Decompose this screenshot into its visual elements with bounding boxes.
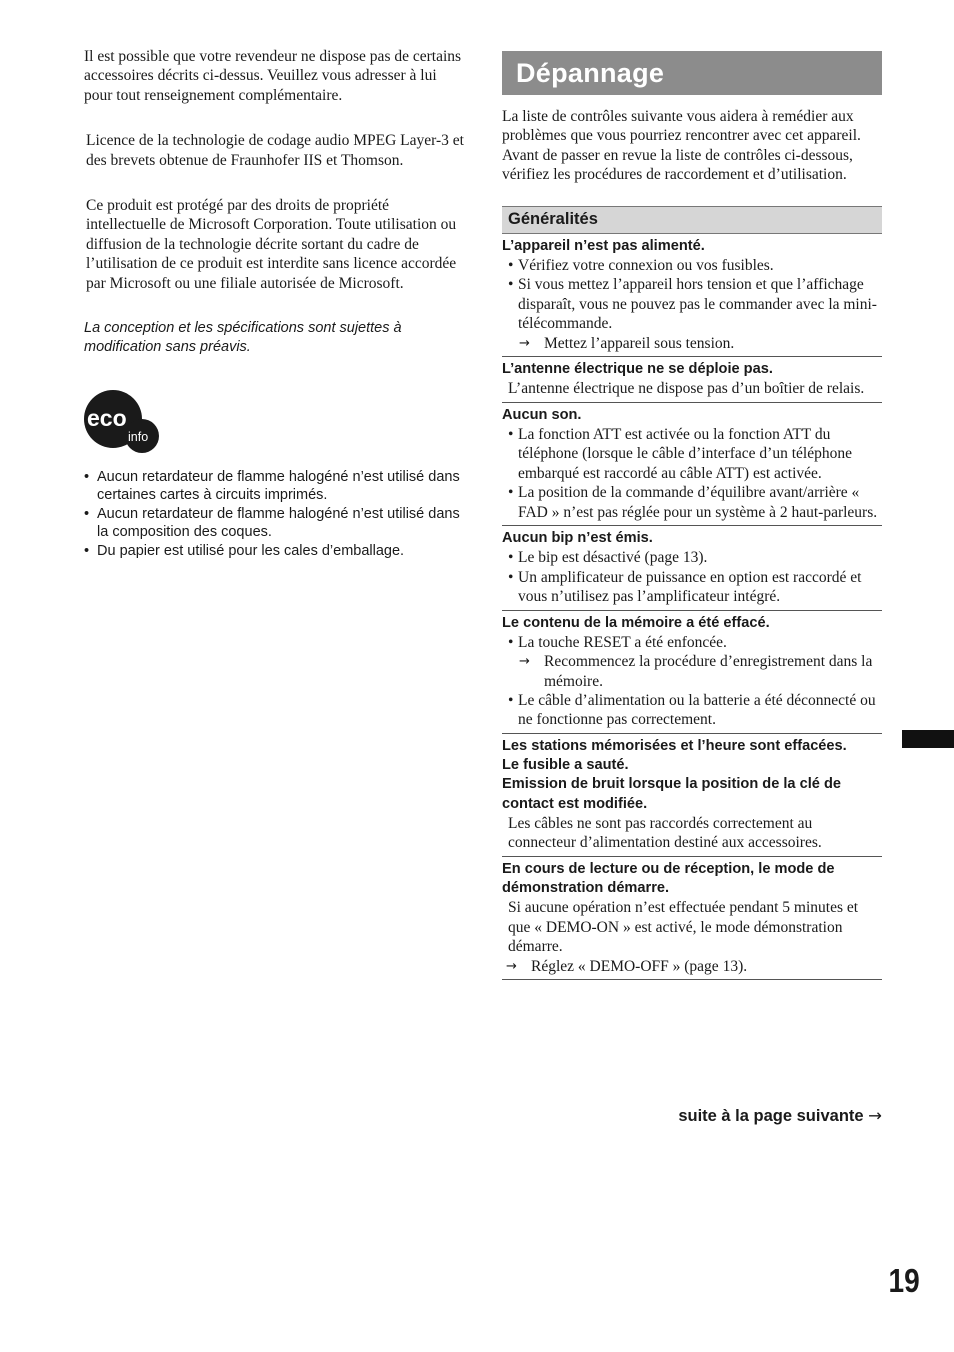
solution-bullet: • Vérifiez votre connexion ou vos fusibles. — [502, 256, 882, 275]
eco-item: • Aucun retardateur de flamme halogéné n’est utilisé dans la composition des coques. — [84, 505, 464, 541]
problem-title: L’appareil n’est pas alimenté. — [502, 237, 705, 254]
eco-info-list — [84, 468, 464, 560]
page-number: 19 — [888, 1262, 920, 1299]
left-column — [84, 47, 464, 561]
arrow-icon: → — [519, 335, 530, 351]
solution-text: Si aucune opération n’est effectuée pendant 5 minutes et que « DEMO-ON » est activé, le mode démonstration démarre. — [508, 899, 859, 956]
intro-paragraph: La liste de contrôles suivante vous aidera à remédier aux problèmes que vous pourriez rencontrer avec cet appareil. — [502, 108, 861, 145]
accessories-note: Il est possible que votre revendeur ne dispose pas de certains accessoires décrits ci-dessus. Veuillez vous adresser à lui pour tout renseignement complémentaire. — [84, 48, 462, 104]
solution-bullet: • La position de la commande d’équilibre avant/arrière « FAD » n’est pas réglée pour un système à 2 haut-parleurs. — [502, 483, 882, 522]
problem-title: Emission de bruit lorsque la position de la clé de contact est modifiée. — [502, 776, 841, 812]
solution-text: L’antenne électrique ne dispose pas d’un boîtier de relais. — [508, 380, 865, 398]
solution-bullet: • La fonction ATT est activée ou la fonction ATT du téléphone (lorsque le câble d’interface d’un téléphone embarqué est raccordé au câble ATT) est activée. — [502, 425, 882, 483]
eco-item: • Aucun retardateur de flamme halogéné n’est utilisé dans certaines cartes à circuits imprimés. — [84, 468, 464, 504]
problem-entry — [502, 734, 882, 857]
problem-entry — [502, 403, 882, 526]
subsection-title: Généralités — [508, 210, 598, 229]
action-text: Mettez l’appareil sous tension. — [544, 334, 735, 352]
eco-item: • Du papier est utilisé pour les cales d’emballage. — [84, 542, 464, 560]
mp3-license-notice: Licence de la technologie de codage audio MPEG Layer-3 et des brevets obtenue de Fraunhofer IIS et Thomson. — [86, 132, 464, 169]
continued-next-page — [502, 1106, 882, 1126]
action-text: Réglez « DEMO-OFF » (page 13). — [531, 957, 748, 975]
intro-paragraph: Avant de passer en revue la liste de contrôles ci-dessous, vérifiez les procédures de raccordement et d’utilisation. — [502, 146, 853, 184]
continued-arrow-icon: → — [868, 1106, 882, 1125]
solution-text: Les câbles ne sont pas raccordés correctement au connecteur d’alimentation destiné aux accessoires. — [508, 815, 822, 852]
design-change-notice: La conception et les spécifications sont sujettes à modification sans préavis. — [84, 320, 402, 356]
section-side-tab — [902, 730, 954, 748]
svg-text:info: info — [128, 430, 149, 445]
arrow-icon: → — [506, 958, 517, 974]
problem-title: Le contenu de la mémoire a été effacé. — [502, 614, 770, 631]
continued-label: suite à la page suivante — [678, 1107, 864, 1125]
solution-bullet: • Le câble d’alimentation ou la batterie a été déconnecté ou ne fonctionne pas correctement. — [502, 691, 882, 730]
problem-title: Aucun bip n’est émis. — [502, 529, 653, 546]
section-title: Dépannage — [516, 57, 665, 88]
problem-entry — [502, 357, 882, 403]
arrow-icon: → — [519, 654, 530, 670]
action-text: Recommencez la procédure d’enregistrement dans la mémoire. — [544, 653, 873, 690]
action-line — [502, 957, 882, 976]
microsoft-license-notice: Ce produit est protégé par des droits de propriété intellectuelle de Microsoft Corporation. Toute utilisation ou diffusion de la technologie décrite sortant du cadre de l’utilisation de ce produit est interdite sans licence accordée par Microsoft ou une filiale autorisée de Microsoft. — [86, 197, 457, 292]
problem-title: En cours de lecture ou de réception, le mode de démonstration démarre. — [502, 860, 835, 897]
action-line — [502, 334, 882, 353]
problem-entry — [502, 857, 882, 980]
problem-entry — [502, 234, 882, 357]
problem-title: Aucun son. — [502, 406, 582, 423]
problem-entry — [502, 611, 882, 734]
solution-bullet: • Si vous mettez l’appareil hors tension et que l’affichage disparaît, vous ne pouvez pas le commander avec la mini-télécommande. — [502, 275, 882, 333]
section-title-banner — [502, 51, 882, 95]
action-line — [502, 652, 882, 691]
right-column — [502, 51, 882, 980]
problem-title: L’antenne électrique ne se déploie pas. — [502, 360, 773, 377]
svg-text:eco: eco — [87, 405, 127, 432]
problem-entry — [502, 526, 882, 611]
subsection-header — [502, 206, 882, 234]
eco-info-logo — [84, 389, 164, 457]
problem-title: Les stations mémorisées et l’heure sont effacées. — [502, 737, 847, 754]
troubleshooting-intro — [502, 107, 882, 185]
problem-title: Le fusible a sauté. — [502, 757, 629, 774]
solution-bullet: • Un amplificateur de puissance en option est raccordé et vous n’utilisez pas l’amplificateur intégré. — [502, 568, 882, 607]
solution-bullet: • La touche RESET a été enfoncée. — [502, 633, 882, 652]
solution-bullet: • Le bip est désactivé (page 13). — [502, 548, 882, 567]
